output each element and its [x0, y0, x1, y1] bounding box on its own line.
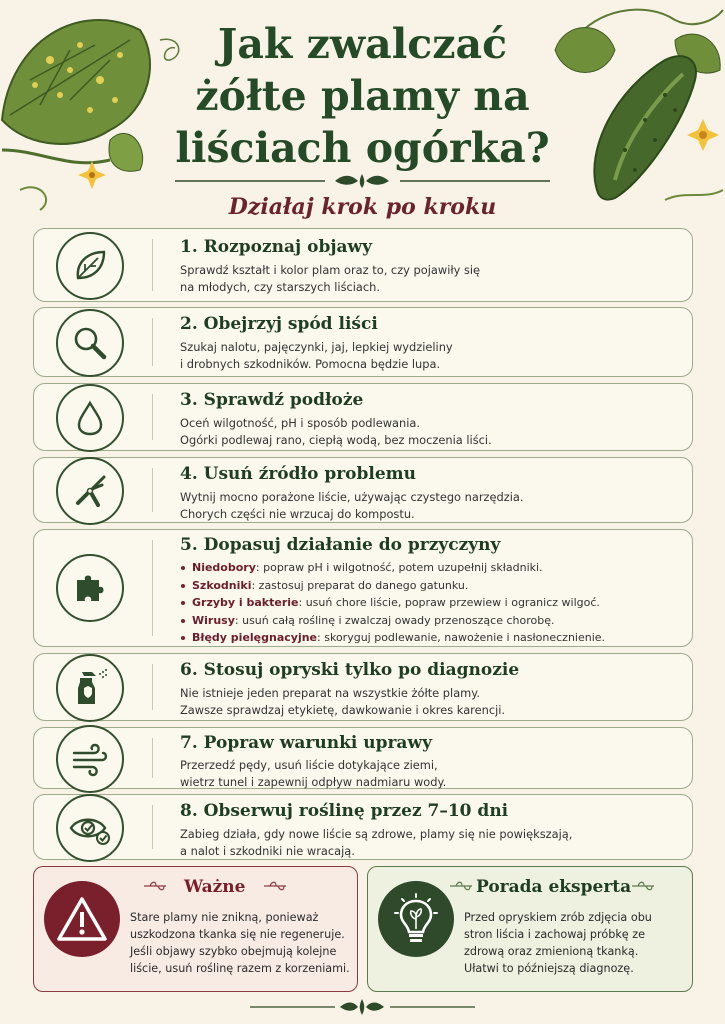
- title-line-3: liściach ogórka?: [175, 124, 550, 172]
- pruning-shears-icon: [56, 457, 124, 525]
- step-title: 2. Obejrzyj spód liści: [180, 314, 378, 334]
- magnifier-icon: [56, 309, 124, 377]
- lightbulb-icon: [378, 881, 454, 957]
- wind-icon: [56, 725, 124, 793]
- step-line: Oceń wilgotność, pH i sposób podlewania.: [180, 416, 420, 430]
- important-text: Stare plamy nie znikną, ponieważ uszkodzona tkanka się nie regeneruje. Jeśli objawy szybko obejmują kolejne liście, usuń roślinę razem z korzeniami.: [130, 911, 350, 975]
- cause-list: [180, 559, 682, 647]
- step-line: Szukaj nalotu, pajęczynki, jaj, lepkiej wydzieliny: [180, 340, 453, 354]
- cause-item: Szkodniki: zastosuj preparat do danego gatunku.: [180, 577, 682, 595]
- warning-triangle-icon: [44, 881, 120, 957]
- cause-item: Wirusy: usuń całą roślinę i zwalczaj owady przenoszące chorobę.: [180, 612, 682, 630]
- step-description: [180, 826, 678, 860]
- expert-tip-box: [367, 866, 693, 992]
- important-title: Ważne: [184, 877, 246, 897]
- step-card: [33, 727, 693, 789]
- flourish-right: [262, 879, 288, 893]
- step-title: 1. Rozpoznaj objawy: [180, 237, 373, 257]
- step-divider: [152, 394, 153, 440]
- title-line-2: żółte plamy na: [195, 72, 530, 120]
- step-card: [33, 794, 693, 860]
- step-card: [33, 307, 693, 377]
- expert-tip-title: Porada eksperta: [476, 877, 632, 897]
- cause-item: Błędy pielęgnacyjne: skoryguj podlewanie, nawożenie i nasłonecznienie.: [180, 629, 682, 647]
- step-line: Przerzedź pędy, usuń liście dotykające ziemi,: [180, 758, 438, 772]
- step-title: 5. Dopasuj działanie do przyczyny: [180, 535, 501, 555]
- step-line: Zabieg działa, gdy nowe liście są zdrowe, plamy się nie powiększają,: [180, 827, 573, 841]
- step-description: [180, 415, 678, 449]
- title-ornament-divider: [175, 170, 550, 192]
- step-card: [33, 529, 693, 647]
- step-line: i drobnych szkodników. Pomocna będzie lupa.: [180, 357, 441, 371]
- step-line: Wytnij mocno porażone liście, używając czystego narzędzia.: [180, 490, 524, 504]
- spray-bottle-icon: [56, 654, 124, 722]
- step-line: Zawsze sprawdzaj etykietę, dawkowanie i okres karencji.: [180, 703, 506, 717]
- flourish-left: [142, 879, 168, 893]
- flourish-right: [630, 879, 656, 893]
- step-divider: [152, 805, 153, 849]
- page-title: [160, 18, 565, 174]
- bottom-ornament-divider: [250, 996, 475, 1018]
- leaf-icon: [56, 232, 124, 300]
- water-drop-icon: [56, 384, 124, 452]
- puzzle-icon: [56, 554, 124, 622]
- eye-check-icon: [56, 794, 124, 862]
- step-description: [180, 489, 678, 523]
- step-divider: [152, 239, 153, 291]
- step-divider: [152, 664, 153, 710]
- step-title: 4. Usuń źródło problemu: [180, 464, 417, 484]
- cause-item: Grzyby i bakterie: usuń chore liście, popraw przewiew i ogranicz wilgoć.: [180, 594, 682, 612]
- step-card: [33, 653, 693, 721]
- step-divider: [152, 540, 153, 636]
- step-title: 7. Popraw warunki uprawy: [180, 733, 432, 753]
- step-line: wietrz tunel i zapewnij odpływ nadmiaru wody.: [180, 775, 447, 789]
- expert-tip-text: Przed opryskiem zrób zdjęcia obu stron liścia i zachowaj próbkę ze zdrową oraz zmienioną tkanką. Ułatwi to późniejszą diagnozę.: [464, 911, 652, 975]
- step-line: Sprawdź kształt i kolor plam oraz to, czy pojawiły się: [180, 263, 481, 277]
- page-subtitle: Działaj krok po kroku: [228, 194, 497, 220]
- step-card: [33, 228, 693, 302]
- flourish-left: [448, 879, 474, 893]
- step-description: [180, 685, 678, 719]
- important-box: [33, 866, 358, 992]
- step-card: [33, 457, 693, 523]
- step-line: Ogórki podlewaj rano, ciepłą wodą, bez moczenia liści.: [180, 433, 492, 447]
- step-divider: [152, 318, 153, 366]
- step-line: Nie istnieje jeden preparat na wszystkie żółte plamy.: [180, 686, 481, 700]
- step-title: 6. Stosuj opryski tylko po diagnozie: [180, 660, 520, 680]
- step-divider: [152, 738, 153, 778]
- step-description: [180, 757, 678, 791]
- step-line: a nalot i szkodniki nie wracają.: [180, 844, 355, 858]
- step-divider: [152, 468, 153, 512]
- step-description: [180, 339, 678, 373]
- cause-item: Niedobory: popraw pH i wilgotność, potem uzupełnij składniki.: [180, 559, 682, 577]
- title-line-1: Jak zwalczać: [217, 20, 508, 68]
- step-title: 3. Sprawdź podłoże: [180, 390, 364, 410]
- step-card: [33, 383, 693, 451]
- step-line: Chorych części nie wrzucaj do kompostu.: [180, 507, 415, 521]
- step-title: 8. Obserwuj roślinę przez 7–10 dni: [180, 801, 509, 821]
- step-line: na młodych, czy starszych liściach.: [180, 280, 381, 294]
- step-description: [180, 262, 678, 296]
